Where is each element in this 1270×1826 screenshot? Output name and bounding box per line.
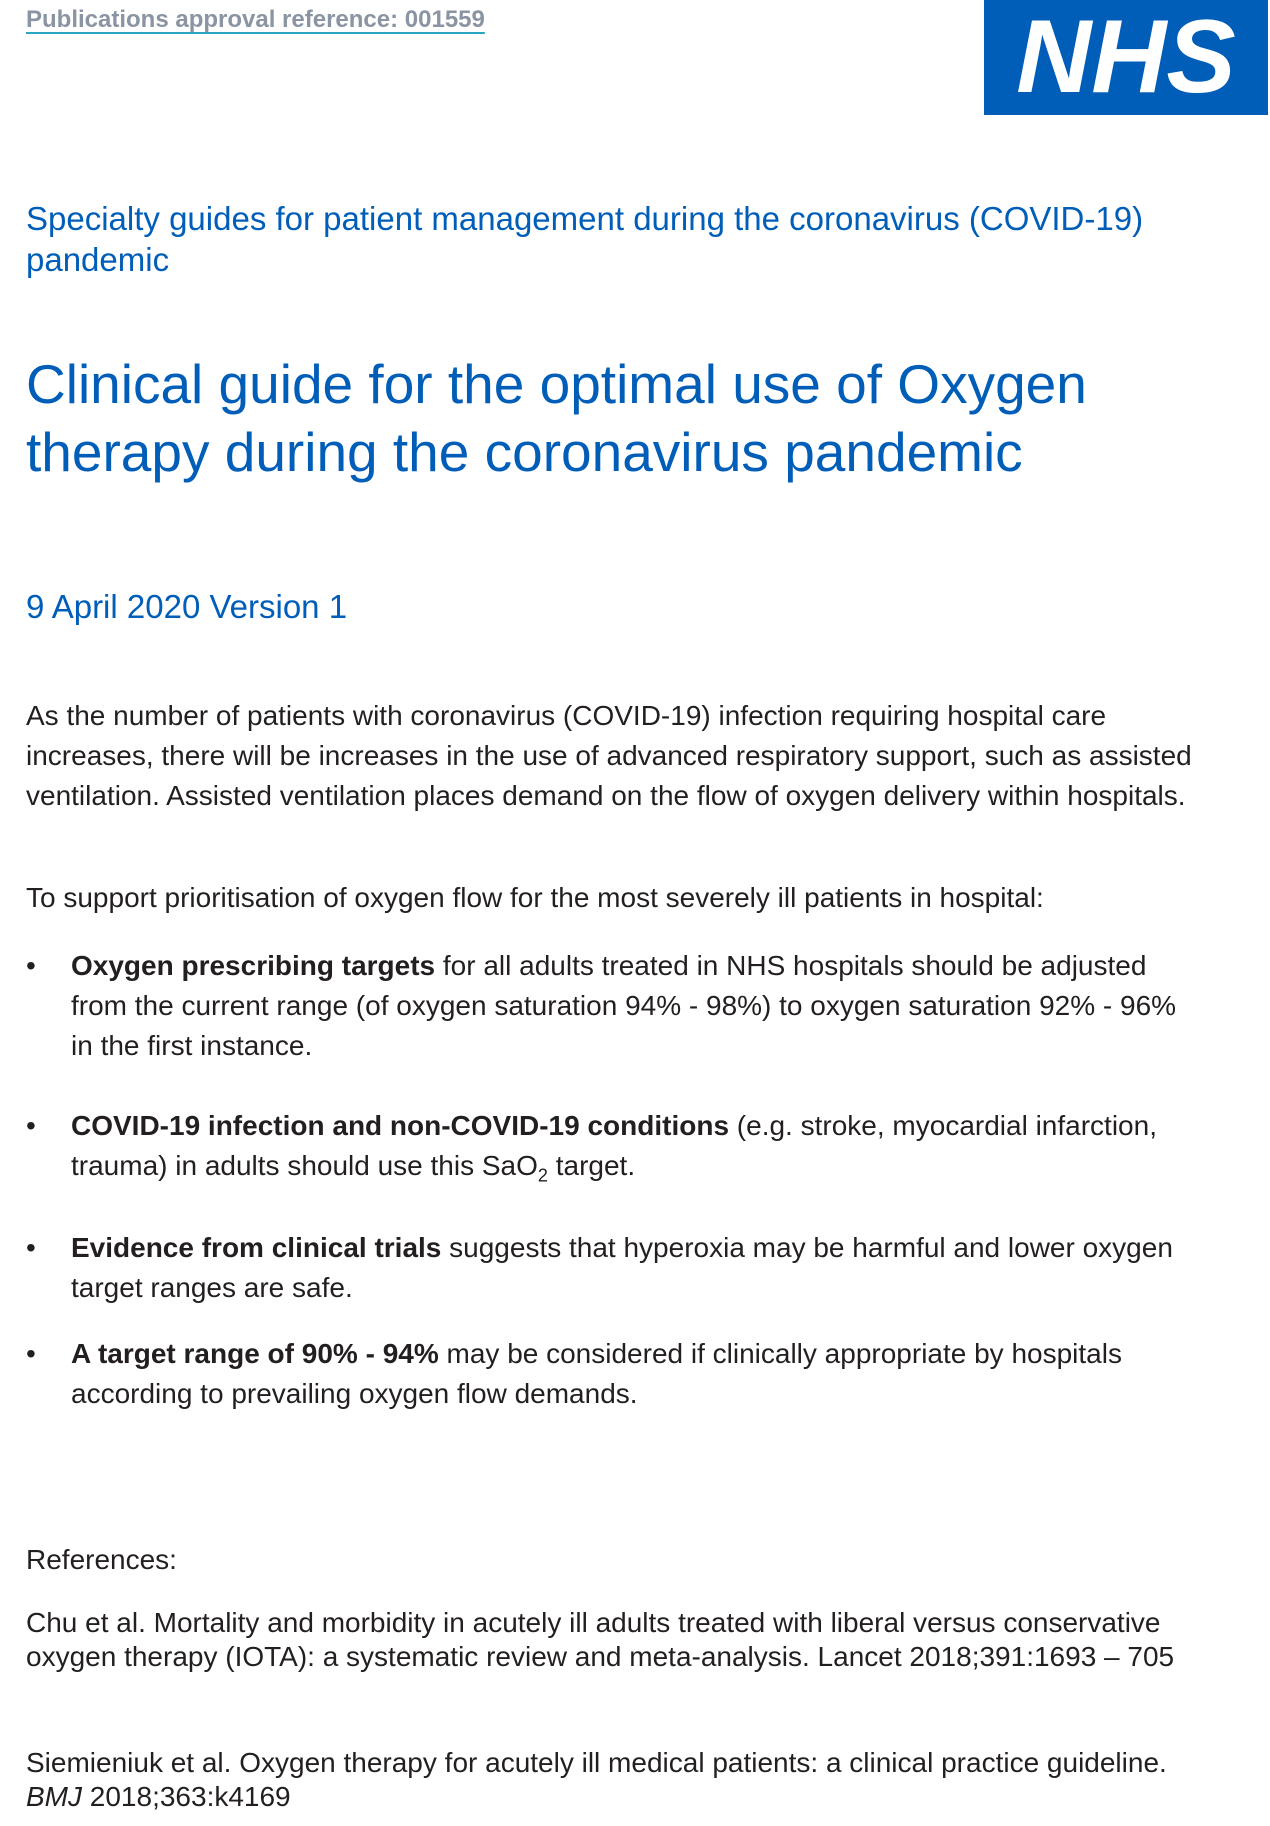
page-title: Clinical guide for the optimal use of Oxygen therapy during the coronavirus pandemic (26, 353, 1087, 483)
nhs-logo-mark (984, 0, 1268, 115)
list-item-bold: Evidence from clinical trials (71, 1232, 442, 1263)
list-item-text (71, 946, 1201, 1066)
list-item-text (71, 1334, 1201, 1414)
list-item (26, 946, 1226, 1066)
list-item (26, 1106, 1226, 1196)
bullet-icon: • (26, 950, 36, 981)
list-item-body-end: target. (547, 1150, 636, 1181)
lead-paragraph: To support prioritisation of oxygen flow for the most severely ill patients in hospital: (26, 882, 1044, 913)
intro-paragraph: As the number of patients with coronavirus (COVID-19) infection requiring hospital care increases, there will be increases in the use of advanced respiratory support, such as assisted ventilation. Assisted ventilation places demand on the flow of oxygen delivery within hospitals. (26, 700, 1192, 811)
nhs-logo (984, 0, 1268, 115)
list-item (26, 1334, 1226, 1414)
references-heading: References: (26, 1544, 177, 1575)
reference-item: Chu et al. Mortality and morbidity in acutely ill adults treated with liberal versus conservative oxygen therapy (IOTA): a systematic review and meta-analysis. Lancet 2018;391:1693 – 705 (26, 1607, 1175, 1672)
bullet-icon: • (26, 1232, 36, 1263)
reference-journal: BMJ (26, 1781, 82, 1812)
approval-reference-link[interactable]: Publications approval reference: 001559 (26, 6, 485, 33)
bullet-icon: • (26, 1110, 36, 1141)
series-title: Specialty guides for patient management during the coronavirus (COVID-19) pandemic (26, 200, 1144, 278)
version-date: 9 April 2020 Version 1 (26, 588, 348, 625)
list-item-subscript: 2 (537, 1165, 548, 1186)
list-item-text (71, 1228, 1201, 1308)
reference-text: Siemieniuk et al. Oxygen therapy for acutely ill medical patients: a clinical practice guideline. (26, 1747, 1167, 1778)
list-item-body: suggests that hyperoxia may be harmful and lower oxygen target ranges are safe. (71, 1232, 1173, 1303)
list-item-body: for all adults treated in NHS hospitals should be adjusted from the current range (of oxygen saturation 94% - 98%) to oxygen saturation 92% - 96% in the first instance. (71, 950, 1177, 1061)
bullet-icon: • (26, 1338, 36, 1369)
list-item-body: (e.g. stroke, myocardial infarction, trauma) in adults should use this SaO (71, 1110, 1157, 1181)
list-item-bold: COVID-19 infection and non-COVID-19 conditions (71, 1110, 730, 1141)
list-item-bold: Oxygen prescribing targets (71, 950, 436, 981)
list-item-text (71, 1106, 1201, 1196)
list-item (26, 1228, 1226, 1308)
list-item-bold: A target range of 90% - 94% (71, 1338, 439, 1369)
reference-citation: 2018;363:k4169 (82, 1781, 291, 1812)
reference-item (26, 1746, 1226, 1814)
nhs-logo-text: NHS (1016, 0, 1236, 115)
list-item-body: may be considered if clinically appropriate by hospitals according to prevailing oxygen flow demands. (71, 1338, 1122, 1409)
